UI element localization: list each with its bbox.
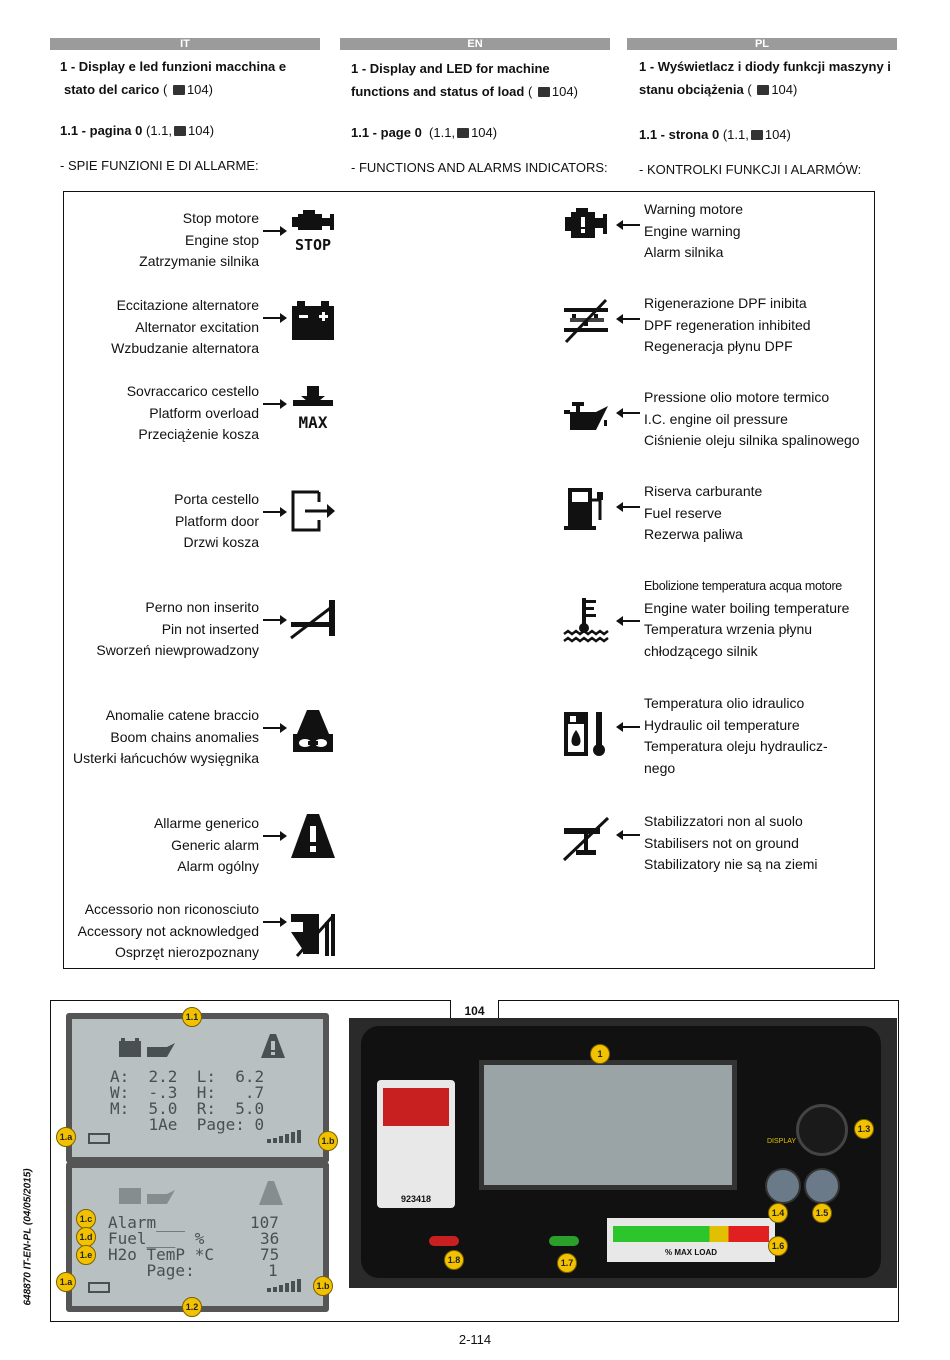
legend-left-4: Porta cestello Platform door Drzwi kosza	[174, 491, 259, 550]
document-code: 648870 IT-EN-PL (04/05/2015)	[22, 1168, 34, 1306]
chain-icon	[289, 706, 337, 754]
section-heading: - SPIE FUNZIONI E DI ALLARME:	[60, 158, 259, 173]
pin-icon	[289, 598, 337, 646]
page-ref: (1.1,	[429, 125, 456, 140]
stabilisers-icon	[562, 816, 610, 864]
control-panel-photo	[349, 1018, 897, 1288]
lcd-alarm-value: 107	[250, 1213, 279, 1232]
book-icon	[174, 126, 186, 136]
lcd-alarm-label: Alarm___	[108, 1213, 186, 1232]
legend-left-8: Accessorio non riconosciuto Accessory not acknowledged Osprzęt nierozpoznany	[77, 901, 259, 960]
ref: 104)	[186, 82, 213, 97]
page-label: 1.1 - page 0	[351, 125, 422, 140]
arrow	[263, 921, 285, 923]
callout: 1.a	[56, 1127, 76, 1147]
title-line2: functions and status of load	[351, 84, 525, 99]
book-icon	[757, 85, 769, 95]
arrow	[618, 620, 640, 622]
column-en: 1 - Display and LED for machine functions and status of load ( 104) 1.1 - page 0 (1.1, 104) - FUNCTIONS AND ALARMS INDICATORS:	[351, 57, 621, 179]
callout: 1.1	[182, 1007, 202, 1027]
page-number: 2-114	[458, 1332, 492, 1347]
accessory-icon	[289, 910, 337, 958]
page-ref2: 104)	[764, 127, 791, 142]
page-ref2: 104)	[471, 125, 498, 140]
arrow	[618, 224, 640, 226]
lcd-row-2: W: -.3 H: .7	[110, 1083, 265, 1102]
load-leds	[613, 1226, 769, 1242]
overload-max-icon	[289, 384, 337, 432]
legend-left-6: Anomalie catene braccio Boom chains anomalies Usterki łańcuchów wysięgnika	[73, 707, 259, 766]
section-heading: - KONTROLKI FUNKCJI I ALARMÓW:	[639, 162, 862, 177]
engine-stop-icon	[289, 206, 337, 254]
page-label: 1.1 - strona 0	[639, 127, 720, 142]
button-1-5[interactable]	[804, 1168, 840, 1204]
ref: 104)	[771, 82, 798, 97]
lcd-fuel-label: Fuel___ %	[108, 1229, 205, 1248]
column-pl: 1 - Wyświetlacz i diody funkcji maszyny i stanu obciążenia ( 104) 1.1 - strona 0 (1.1, 104) - KONTROLKI FUNKCJI I ALARMÓW:	[639, 55, 909, 181]
callout: 1.3	[854, 1119, 874, 1139]
legend-right-3: Pressione olio motore termico I.C. engine oil pressure Ciśnienie oleju silnika spalinowego	[644, 389, 860, 448]
max-load-bar	[607, 1218, 775, 1262]
machine-pictogram	[383, 1088, 449, 1126]
display-label: DISPLAY	[767, 1138, 797, 1145]
book-icon	[173, 85, 185, 95]
arrow	[618, 834, 640, 836]
callout: 1.2	[182, 1297, 202, 1317]
alarm-triangle-icon	[258, 1180, 284, 1206]
signal-bars-icon	[267, 1129, 303, 1143]
legend-right-1: Warning motore Engine warning Alarm silnika	[644, 201, 744, 260]
callout: 1.5	[812, 1203, 832, 1223]
page-ref: (1.1,	[146, 123, 173, 138]
led-1-8	[429, 1236, 459, 1246]
legend-right-7: Stabilizzatori non al suolo Stabilisers not on ground Stabilizatory nie są na ziemi	[644, 813, 818, 872]
title-line1: 1 - Display e led funzioni macchina e	[60, 59, 287, 74]
arrow	[263, 835, 285, 837]
arrow	[618, 412, 640, 414]
callout: 1	[590, 1044, 610, 1064]
title-line2: stanu obciążenia	[639, 82, 744, 97]
arrow	[263, 619, 285, 621]
legend-right-6: Temperatura olio idraulico Hydraulic oil temperature Temperatura oleju hydraulicz- nego	[644, 695, 828, 776]
book-icon	[538, 87, 550, 97]
book-icon	[457, 128, 469, 138]
lcd-temp-label: H2o TemP *C	[108, 1245, 214, 1264]
battery-oil-icon	[117, 1037, 177, 1059]
callout: 1.4	[768, 1203, 788, 1223]
callout: 1.c	[76, 1209, 96, 1229]
arrow	[618, 318, 640, 320]
legend-left-5: Perno non inserito Pin not inserted Sworzeń niewprowadzony	[96, 599, 259, 658]
lang-bar-it: IT	[50, 38, 320, 50]
lang-bar-pl: PL	[627, 38, 897, 50]
button-1-4[interactable]	[765, 1168, 801, 1204]
display-knob[interactable]	[796, 1104, 848, 1156]
oil-can-icon	[562, 392, 610, 440]
led-1-7	[549, 1236, 579, 1246]
lcd-temp-value: 75	[260, 1245, 280, 1264]
arrow	[618, 726, 640, 728]
callout: 1.6	[768, 1236, 788, 1256]
battery-icon	[289, 296, 337, 344]
lcd-page-value: 1	[268, 1261, 278, 1280]
title-line1: 1 - Display and LED for machine	[351, 61, 550, 76]
title-line2: stato del carico	[64, 82, 160, 97]
legend-left-1: Stop motore Engine stop Zatrzymanie silnika	[139, 210, 259, 269]
legend-right-5: Ebolizione temperatura acqua motore Engine water boiling temperature Temperatura wrzenia płynu chłodzącego silnik	[644, 579, 850, 659]
battery-level-icon	[88, 1133, 110, 1144]
serial-label: 923418	[400, 1194, 432, 1204]
max-load-label: % MAX LOAD	[665, 1248, 717, 1257]
legend-left-2: Eccitazione alternatore Alternator excitation Wzbudzanie alternatora	[111, 297, 259, 356]
water-temp-icon	[562, 596, 610, 644]
engine-warning-icon	[562, 202, 610, 250]
callout: 1.8	[444, 1250, 464, 1270]
legend-right-2: Rigenerazione DPF inibita DPF regeneration inhibited Regeneracja płynu DPF	[644, 295, 811, 354]
lcd-page-label: Page:	[108, 1261, 195, 1280]
ref: 104)	[551, 84, 578, 99]
arrow	[263, 230, 285, 232]
dpf-inhibited-icon	[562, 296, 610, 344]
legend-left-3: Sovraccarico cestello Platform overload Przeciążenie kosza	[126, 383, 259, 442]
title-line1: 1 - Wyświetlacz i diody funkcji maszyny i	[639, 59, 891, 74]
arrow	[263, 317, 285, 319]
signal-bars-icon	[267, 1278, 303, 1292]
callout: 1.e	[76, 1245, 96, 1265]
book-icon	[751, 130, 763, 140]
legend-left-7: Allarme generico Generic alarm Alarm ogólny	[153, 815, 259, 874]
legend-right-4: Riserva carburante Fuel reserve Rezerwa paliwa	[644, 483, 763, 542]
callout: 1.7	[557, 1253, 577, 1273]
section-heading: - FUNCTIONS AND ALARMS INDICATORS:	[351, 160, 608, 175]
lcd-row-1: A: 2.2 L: 6.2	[110, 1067, 265, 1086]
callout: 1.b	[313, 1276, 333, 1296]
fuel-pump-icon	[562, 484, 610, 532]
lcd-page-0	[66, 1013, 329, 1163]
callout: 1.b	[318, 1131, 338, 1151]
arrow	[263, 727, 285, 729]
page-label: 1.1 - pagina 0	[60, 123, 143, 138]
main-display	[479, 1060, 737, 1190]
svg-text:MAX: MAX	[298, 413, 328, 432]
arrow	[263, 403, 285, 405]
page-ref2: 104)	[188, 123, 215, 138]
warning-triangle-icon	[289, 812, 337, 860]
arrow	[263, 511, 285, 513]
hydraulic-temp-icon	[560, 710, 608, 758]
lcd-row-3: M: 5.0 R: 5.0	[110, 1099, 265, 1118]
pictogram-label	[377, 1080, 455, 1208]
alarm-triangle-icon	[260, 1033, 286, 1059]
battery-oil-icon	[117, 1184, 177, 1206]
lang-bar-en: EN	[340, 38, 610, 50]
battery-level-icon	[88, 1282, 110, 1293]
svg-text:STOP: STOP	[294, 236, 332, 254]
callout: 1.d	[76, 1227, 96, 1247]
lcd-row-4: 1Ae Page: 0	[110, 1115, 265, 1134]
arrow	[618, 506, 640, 508]
lcd-fuel-value: 36	[260, 1229, 280, 1248]
door-exit-icon	[289, 486, 337, 534]
figure-tag: 104	[450, 1000, 499, 1023]
column-it: 1 - Display e led funzioni macchina e stato del carico ( 104) 1.1 - pagina 0 (1.1, 104) - SPIE FUNZIONI E DI ALLARME:	[60, 55, 330, 177]
lcd-page-1	[66, 1162, 329, 1312]
callout: 1.a	[56, 1272, 76, 1292]
page-ref: (1.1,	[722, 127, 749, 142]
